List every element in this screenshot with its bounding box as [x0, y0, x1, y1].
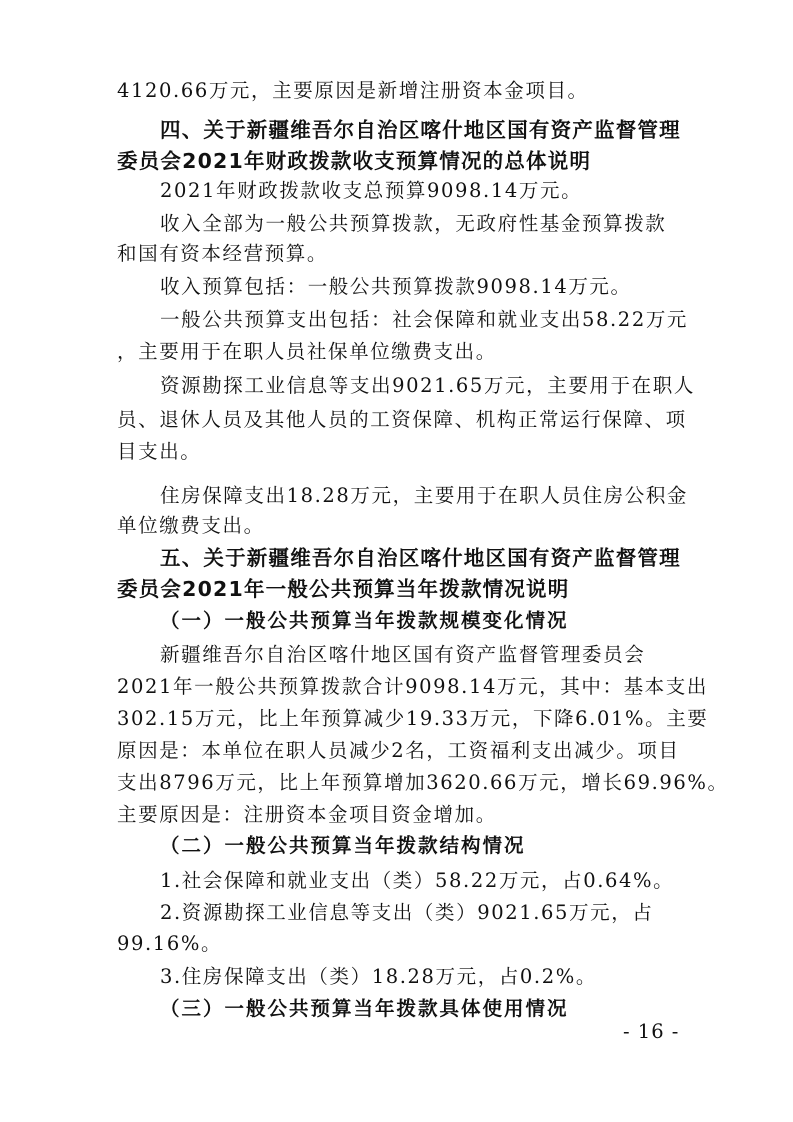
page-number: - 16 -	[623, 1020, 680, 1043]
body-line: 99.16%。	[117, 932, 223, 955]
body-line: 员、退休人员及其他人员的工资保障、机构正常运行保障、项	[117, 408, 687, 431]
subsection-heading: （三）一般公共预算当年拨款具体使用情况	[160, 997, 569, 1020]
section-heading: 委员会2021年一般公共预算当年拨款情况说明	[117, 577, 570, 601]
subsection-heading: （一）一般公共预算当年拨款规模变化情况	[160, 609, 569, 632]
body-line: 2021年一般公共预算拨款合计9098.14万元，其中：基本支出	[117, 675, 708, 698]
body-line: 住房保障支出18.28万元，主要用于在职人员住房公积金	[160, 484, 689, 507]
body-line: 新疆维吾尔自治区喀什地区国有资产监督管理委员会	[160, 643, 646, 666]
body-line: 2021年财政拨款收支总预算9098.14万元。	[160, 179, 583, 202]
body-line: 目支出。	[117, 440, 202, 463]
body-line: 收入全部为一般公共预算拨款，无政府性基金预算拨款	[160, 212, 667, 235]
body-line: 3.住房保障支出（类）18.28万元，占0.2%。	[160, 965, 597, 988]
body-line: 一般公共预算支出包括：社会保障和就业支出58.22万元	[160, 308, 689, 331]
body-line: 302.15万元，比上年预算减少19.33万元，下降6.01%。主要	[117, 707, 709, 730]
body-line: 资源勘探工业信息等支出9021.65万元，主要用于在职人	[160, 374, 695, 397]
body-line: 原因是：本单位在职人员减少2名，工资福利支出减少。项目	[117, 739, 680, 762]
body-line: 和国有资本经营预算。	[117, 242, 329, 265]
body-line: 收入预算包括：一般公共预算拨款9098.14万元。	[160, 275, 632, 298]
body-line: 1.社会保障和就业支出（类）58.22万元，占0.64%。	[160, 869, 675, 892]
subsection-heading: （二）一般公共预算当年拨款结构情况	[160, 834, 526, 857]
body-line: 4120.66万元，主要原因是新增注册资本金项目。	[117, 79, 589, 102]
body-line: ，主要用于在职人员社保单位缴费支出。	[117, 340, 497, 363]
body-line: 单位缴费支出。	[117, 514, 265, 537]
section-heading: 委员会2021年财政拨款收支预算情况的总体说明	[117, 149, 592, 173]
body-line: 主要原因是：注册资本金项目资金增加。	[117, 803, 497, 826]
body-line: 2.资源勘探工业信息等支出（类）9021.65万元，占	[160, 901, 654, 924]
body-line: 支出8796万元，比上年预算增加3620.66万元，增长69.96%。	[117, 771, 729, 794]
section-heading: 四、关于新疆维吾尔自治区喀什地区国有资产监督管理	[160, 118, 681, 142]
section-heading: 五、关于新疆维吾尔自治区喀什地区国有资产监督管理	[160, 546, 681, 570]
